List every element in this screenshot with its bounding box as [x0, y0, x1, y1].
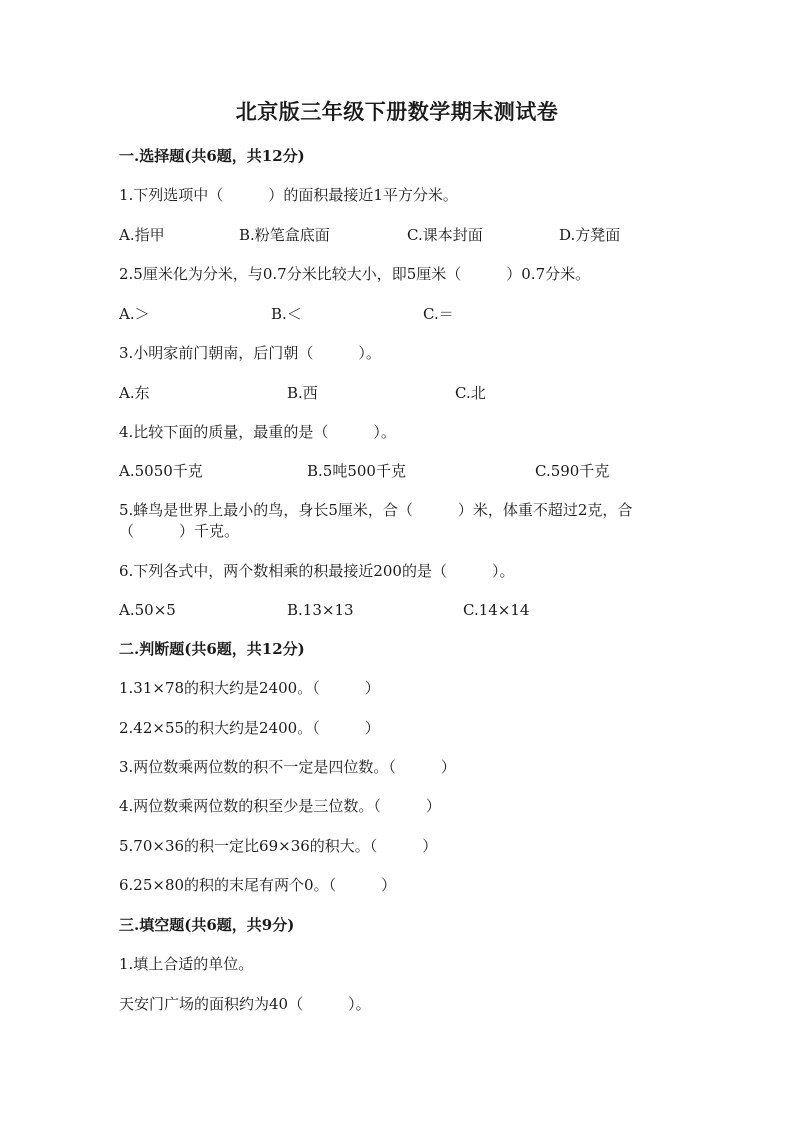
option: C.＝	[423, 305, 454, 323]
question-text: 5.蜂鸟是世界上最小的鸟，身长5厘米，合（ ）米，体重不超过2克，合	[119, 501, 633, 519]
option: A.＞	[119, 305, 150, 323]
question-text: 1.填上合适的单位。	[119, 955, 254, 973]
option: A.指甲	[119, 226, 165, 244]
section-heading-fill-blank: 三.填空题(共6题，共9分)	[119, 916, 295, 934]
question-text: 5.70×36的积一定比69×36的积大。（ ）	[119, 837, 438, 855]
question-text: 6.25×80的积的末尾有两个0。（ ）	[119, 876, 397, 894]
question-text: 4.两位数乘两位数的积至少是三位数。（ ）	[119, 797, 441, 815]
question-text: 1.31×78的积大约是2400。（ ）	[119, 679, 380, 697]
section-heading-judgement: 二.判断题(共6题，共12分)	[119, 640, 305, 658]
question-text: 1.下列选项中（ ）的面积最接近1平方分米。	[119, 186, 458, 204]
option: B.13×13	[287, 601, 354, 619]
option: A.50×5	[119, 601, 176, 619]
option: C.北	[455, 384, 486, 402]
question-text: 4.比较下面的质量，最重的是（ ）。	[119, 423, 396, 441]
question-text: 3.小明家前门朝南，后门朝（ ）。	[119, 344, 381, 362]
option: B.粉笔盒底面	[239, 226, 330, 244]
question-text-continued: 天安门广场的面积约为40（ ）。	[119, 995, 371, 1013]
question-text-continued: （ ）千克。	[119, 522, 240, 540]
question-text: 2.42×55的积大约是2400。（ ）	[119, 719, 380, 737]
option: B.西	[287, 384, 318, 402]
option: B.5吨500千克	[307, 462, 406, 480]
question-text: 6.下列各式中，两个数相乘的积最接近200的是（ ）。	[119, 562, 515, 580]
option: A.5050千克	[119, 462, 203, 480]
option: A.东	[119, 384, 150, 402]
option: C.课本封面	[407, 226, 483, 244]
option: D.方凳面	[559, 226, 621, 244]
section-heading-choice: 一.选择题(共6题，共12分)	[119, 147, 305, 165]
option: B.＜	[271, 305, 302, 323]
page-title: 北京版三年级下册数学期末测试卷	[235, 99, 559, 124]
question-text: 2.5厘米化为分米，与0.7分米比较大小，即5厘米（ ）0.7分米。	[119, 265, 591, 283]
option: C.14×14	[463, 601, 530, 619]
question-text: 3.两位数乘两位数的积不一定是四位数。（ ）	[119, 758, 456, 776]
option: C.590千克	[535, 462, 610, 480]
